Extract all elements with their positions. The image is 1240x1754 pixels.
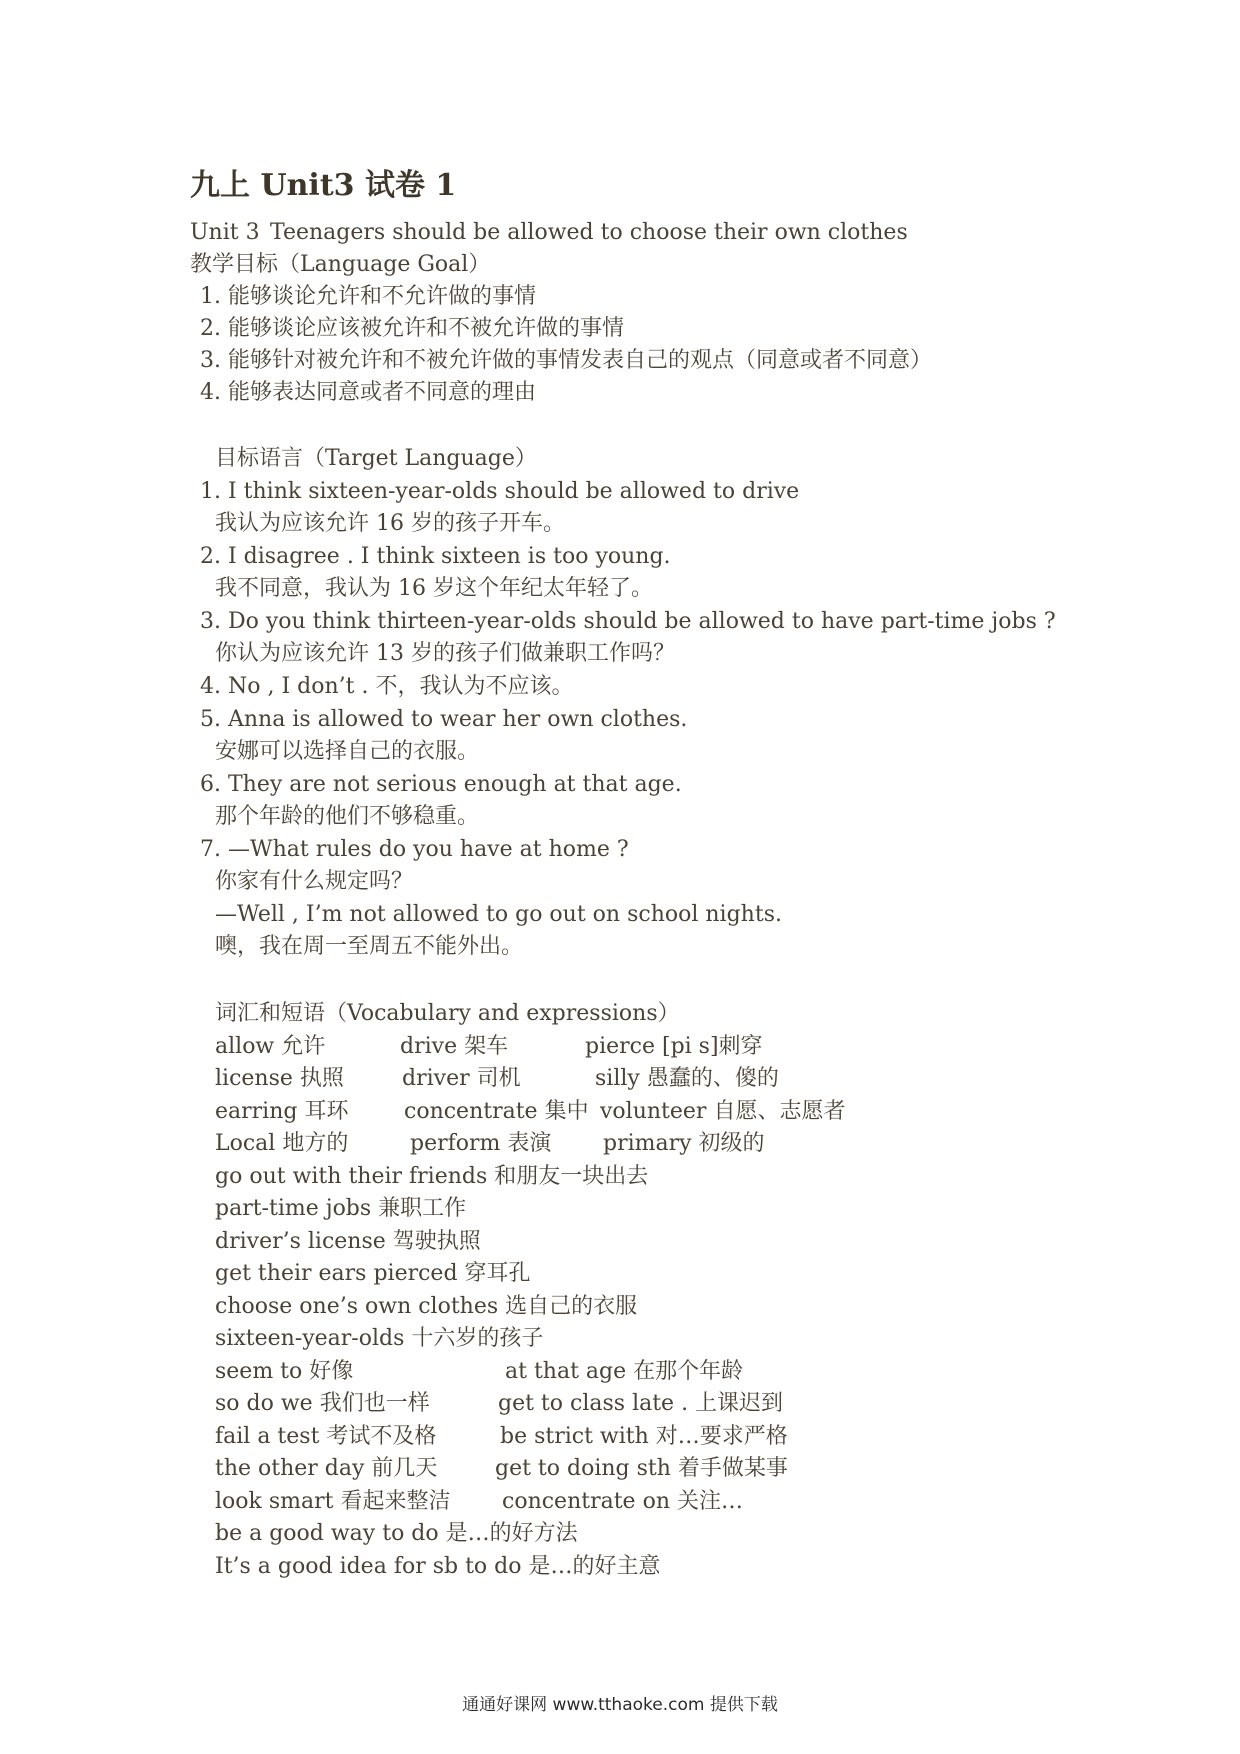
target-language-line: 2. I disagree . I think sixteen is too young. [200, 544, 671, 569]
vocabulary-heading: 词汇和短语（Vocabulary and expressions） [215, 1001, 680, 1026]
vocab-pair: so do we 我们也一样 [215, 1391, 430, 1416]
vocab-pair: look smart 看起来整洁 [215, 1489, 451, 1514]
language-goal-item: 4. 能够表达同意或者不同意的理由 [200, 380, 536, 405]
vocab-pair: fail a test 考试不及格 [215, 1424, 437, 1449]
target-language-line: 5. Anna is allowed to wear her own clothes. [200, 707, 688, 732]
footer-credit: 通通好课网 www.tthaoke.com 提供下载 [462, 1695, 778, 1715]
language-goal-item: 3. 能够针对被允许和不被允许做的事情发表自己的观点（同意或者不同意） [200, 348, 932, 373]
language-goal-heading: 教学目标（Language Goal） [190, 252, 491, 277]
vocab-phrase: driver’s license 驾驶执照 [215, 1229, 481, 1254]
language-goal-item: 2. 能够谈论应该被允许和不被允许做的事情 [200, 316, 624, 341]
vocab-phrase: be a good way to do 是…的好方法 [215, 1521, 578, 1546]
vocab-phrase: choose one’s own clothes 选自己的衣服 [215, 1294, 638, 1319]
vocab-word: license 执照 [215, 1066, 344, 1091]
target-language-translation: 安娜可以选择自己的衣服。 [215, 739, 480, 764]
vocab-phrase: sixteen-year-olds 十六岁的孩子 [215, 1326, 544, 1351]
vocab-pair: be strict with 对…要求严格 [500, 1424, 788, 1449]
unit-number: Unit 3 [190, 220, 260, 245]
vocab-pair: seem to 好像 [215, 1359, 354, 1384]
target-language-translation: 你家有什么规定吗？ [215, 869, 414, 894]
vocab-word: allow 允许 [215, 1034, 326, 1059]
target-language-translation: 那个年龄的他们不够稳重。 [215, 804, 480, 829]
vocab-phrase: part-time jobs 兼职工作 [215, 1196, 467, 1221]
target-language-translation: 我不同意，我认为 16 岁这个年纪太年轻了。 [215, 576, 653, 601]
unit-subtitle [190, 222, 908, 244]
target-language-translation: 你认为应该允许 13 岁的孩子们做兼职工作吗？ [215, 641, 675, 666]
vocab-word: volunteer 自愿、志愿者 [600, 1099, 846, 1124]
vocab-word: earring 耳环 [215, 1099, 349, 1124]
vocab-word: perform 表演 [410, 1131, 552, 1156]
vocab-phrase: go out with their friends 和朋友一块出去 [215, 1164, 649, 1189]
document-title: 九上 Unit3 试卷 1 [190, 168, 457, 203]
vocab-pair: concentrate on 关注… [502, 1489, 743, 1514]
target-language-line: 1. I think sixteen-year-olds should be allowed to drive [200, 479, 800, 504]
target-language-translation: 噢，我在周一至周五不能外出。 [215, 934, 524, 959]
vocab-pair: the other day 前几天 [215, 1456, 438, 1481]
unit-name: Teenagers should be allowed to choose their own clothes [270, 220, 908, 245]
vocab-word: drive 架车 [400, 1034, 509, 1059]
target-language-heading: 目标语言（Target Language） [215, 446, 537, 471]
target-language-line: —Well , I’m not allowed to go out on school nights. [215, 902, 782, 927]
vocab-phrase: It’s a good idea for sb to do 是…的好主意 [215, 1554, 661, 1579]
language-goal-item: 1. 能够谈论允许和不允许做的事情 [200, 284, 536, 309]
target-language-line: 6. They are not serious enough at that age. [200, 772, 682, 797]
vocab-pair: get to class late . 上课迟到 [498, 1391, 784, 1416]
vocab-word: primary 初级的 [603, 1131, 765, 1156]
vocab-word: silly 愚蠢的、傻的 [595, 1066, 779, 1091]
target-language-line: 7. —What rules do you have at home ? [200, 837, 629, 862]
vocab-word: Local 地方的 [215, 1131, 349, 1156]
vocab-pair: at that age 在那个年龄 [505, 1359, 744, 1384]
vocab-word: pierce [pi s]刺穿 [585, 1034, 763, 1059]
target-language-line: 3. Do you think thirteen-year-olds should be allowed to have part-time jobs ? [200, 609, 1056, 634]
vocab-pair: get to doing sth 着手做某事 [495, 1456, 788, 1481]
target-language-translation: 我认为应该允许 16 岁的孩子开车。 [215, 511, 565, 536]
vocab-word: driver 司机 [402, 1066, 521, 1091]
vocab-word: concentrate 集中 [404, 1099, 589, 1124]
target-language-line: 4. No , I don’t . 不，我认为不应该。 [200, 674, 574, 699]
vocab-phrase: get their ears pierced 穿耳孔 [215, 1261, 531, 1286]
